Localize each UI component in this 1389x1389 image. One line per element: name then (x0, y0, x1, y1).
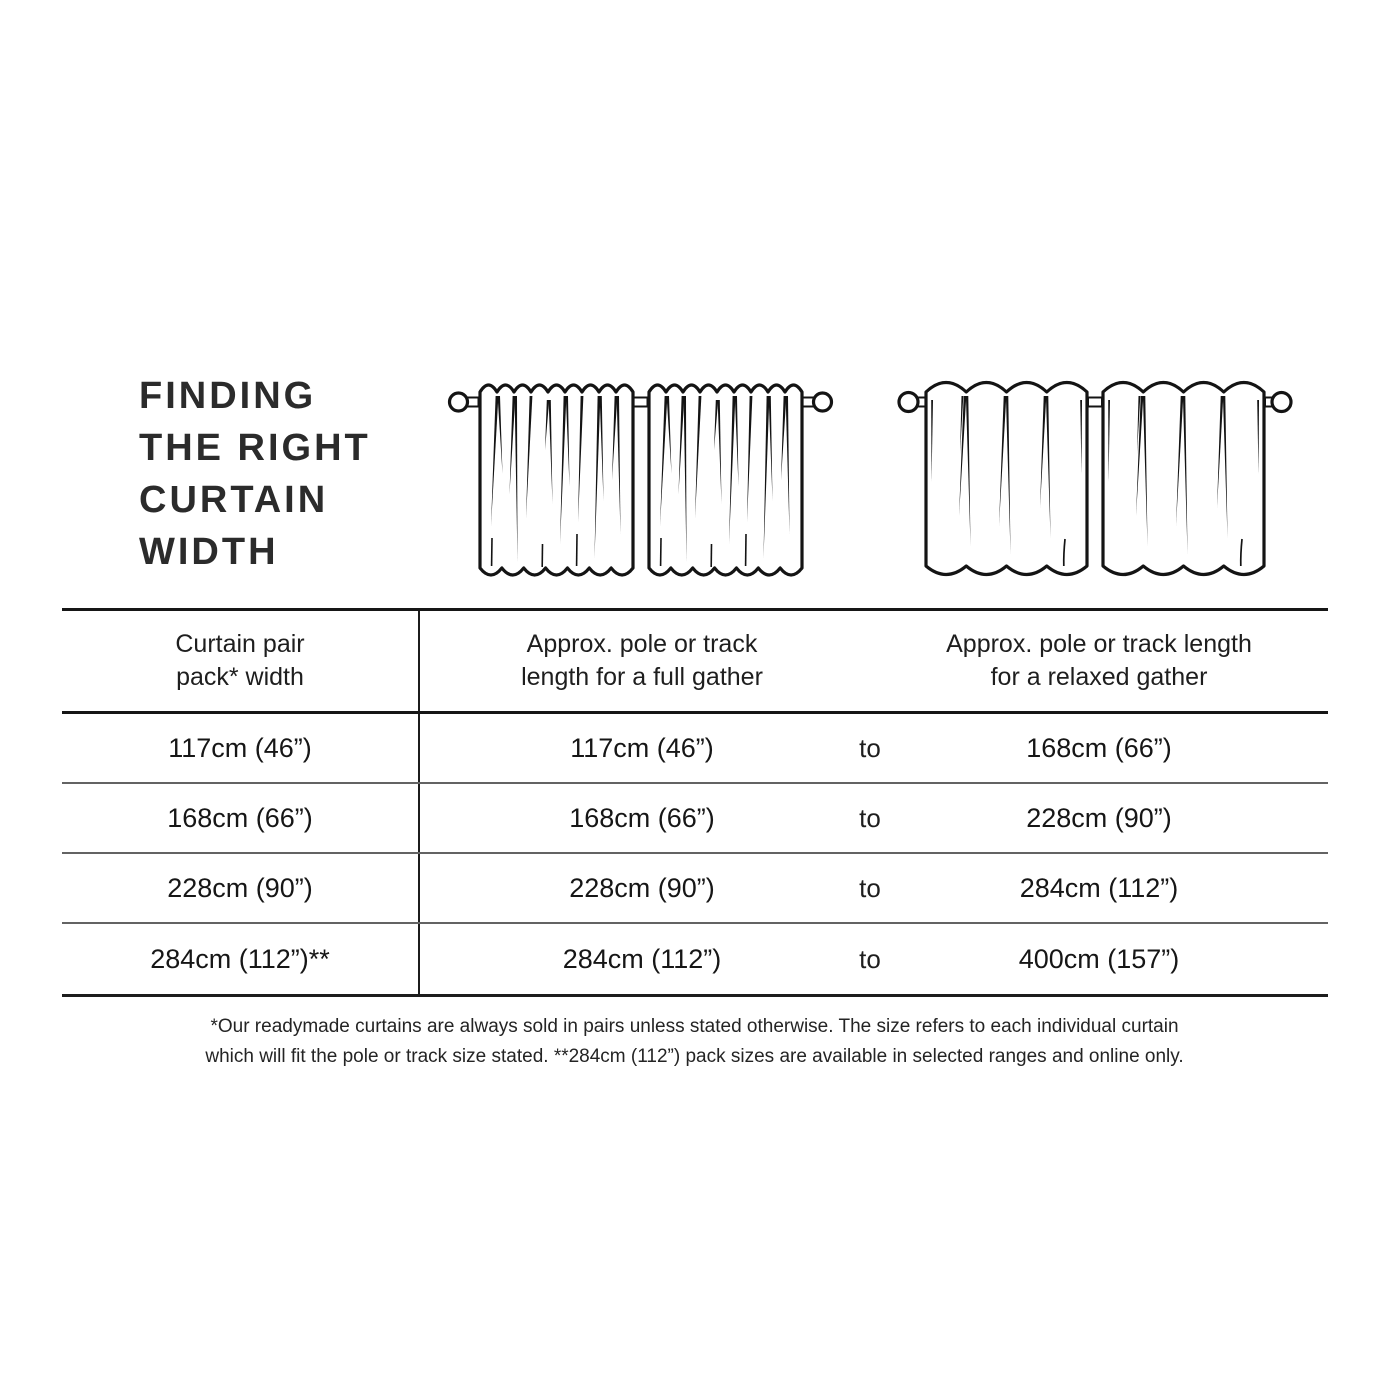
header-pack-width (62, 611, 420, 711)
relaxed-gather-cell: 284cm (112”) (1019, 872, 1179, 903)
curtain-relaxed-gather-icon (898, 376, 1292, 591)
table-row (62, 924, 1328, 997)
to-label: to (859, 802, 881, 833)
pack-width-cell: 168cm (66”) (62, 784, 420, 852)
header-line: length for a full gather (521, 663, 763, 691)
page-title-line: FINDING (139, 375, 317, 417)
full-gather-cell: 117cm (46”) (570, 732, 714, 763)
pack-width-cell: 284cm (112”)** (62, 924, 420, 994)
curtain-pair-relaxed-gather-illustration (898, 376, 1292, 591)
page-title (139, 370, 371, 578)
relaxed-gather-cell: 400cm (157”) (1018, 943, 1180, 974)
table-header-row (62, 611, 1328, 714)
footnote (0, 1012, 1389, 1072)
page-title-line: CURTAIN (139, 479, 329, 521)
header-line: Curtain pair (175, 630, 305, 658)
to-label: to (859, 872, 881, 903)
to-label: to (859, 732, 881, 763)
page-title-line: THE RIGHT (139, 427, 371, 469)
curtain-pair-full-gather-illustration (448, 376, 834, 591)
page-title-line: WIDTH (139, 531, 279, 573)
header-full-gather (420, 611, 840, 711)
footnote-line: which will fit the pole or track size stated. **284cm (112”) pack sizes are available in selected ranges and online only. (205, 1046, 1184, 1067)
to-label: to (859, 943, 881, 974)
table-row (62, 784, 1328, 854)
header-line: for a relaxed gather (990, 663, 1208, 691)
table-row (62, 714, 1328, 784)
pole-finial-icon (814, 393, 832, 411)
pole-finial-icon (899, 393, 918, 412)
relaxed-gather-cell: 228cm (90”) (1026, 802, 1172, 833)
header-line: Approx. pole or track (526, 630, 758, 658)
full-gather-cell: 284cm (112”) (562, 943, 722, 974)
relaxed-gather-cell: 168cm (66”) (1026, 732, 1172, 763)
curtain-size-table (62, 608, 1328, 997)
pole-finial-icon (450, 393, 468, 411)
header-relaxed-gather (840, 611, 1328, 711)
header-line: Approx. pole or track length (946, 630, 1252, 658)
pack-width-cell: 228cm (90”) (62, 854, 420, 922)
table-row (62, 854, 1328, 924)
footnote-line: *Our readymade curtains are always sold in pairs unless stated otherwise. The size refers to each individual curtain (210, 1016, 1179, 1037)
full-gather-cell: 228cm (90”) (569, 872, 715, 903)
pack-width-cell: 117cm (46”) (62, 714, 420, 782)
pole-finial-icon (1272, 393, 1291, 412)
full-gather-cell: 168cm (66”) (569, 802, 715, 833)
curtain-full-gather-icon (448, 376, 834, 591)
header-line: pack* width (176, 663, 304, 691)
